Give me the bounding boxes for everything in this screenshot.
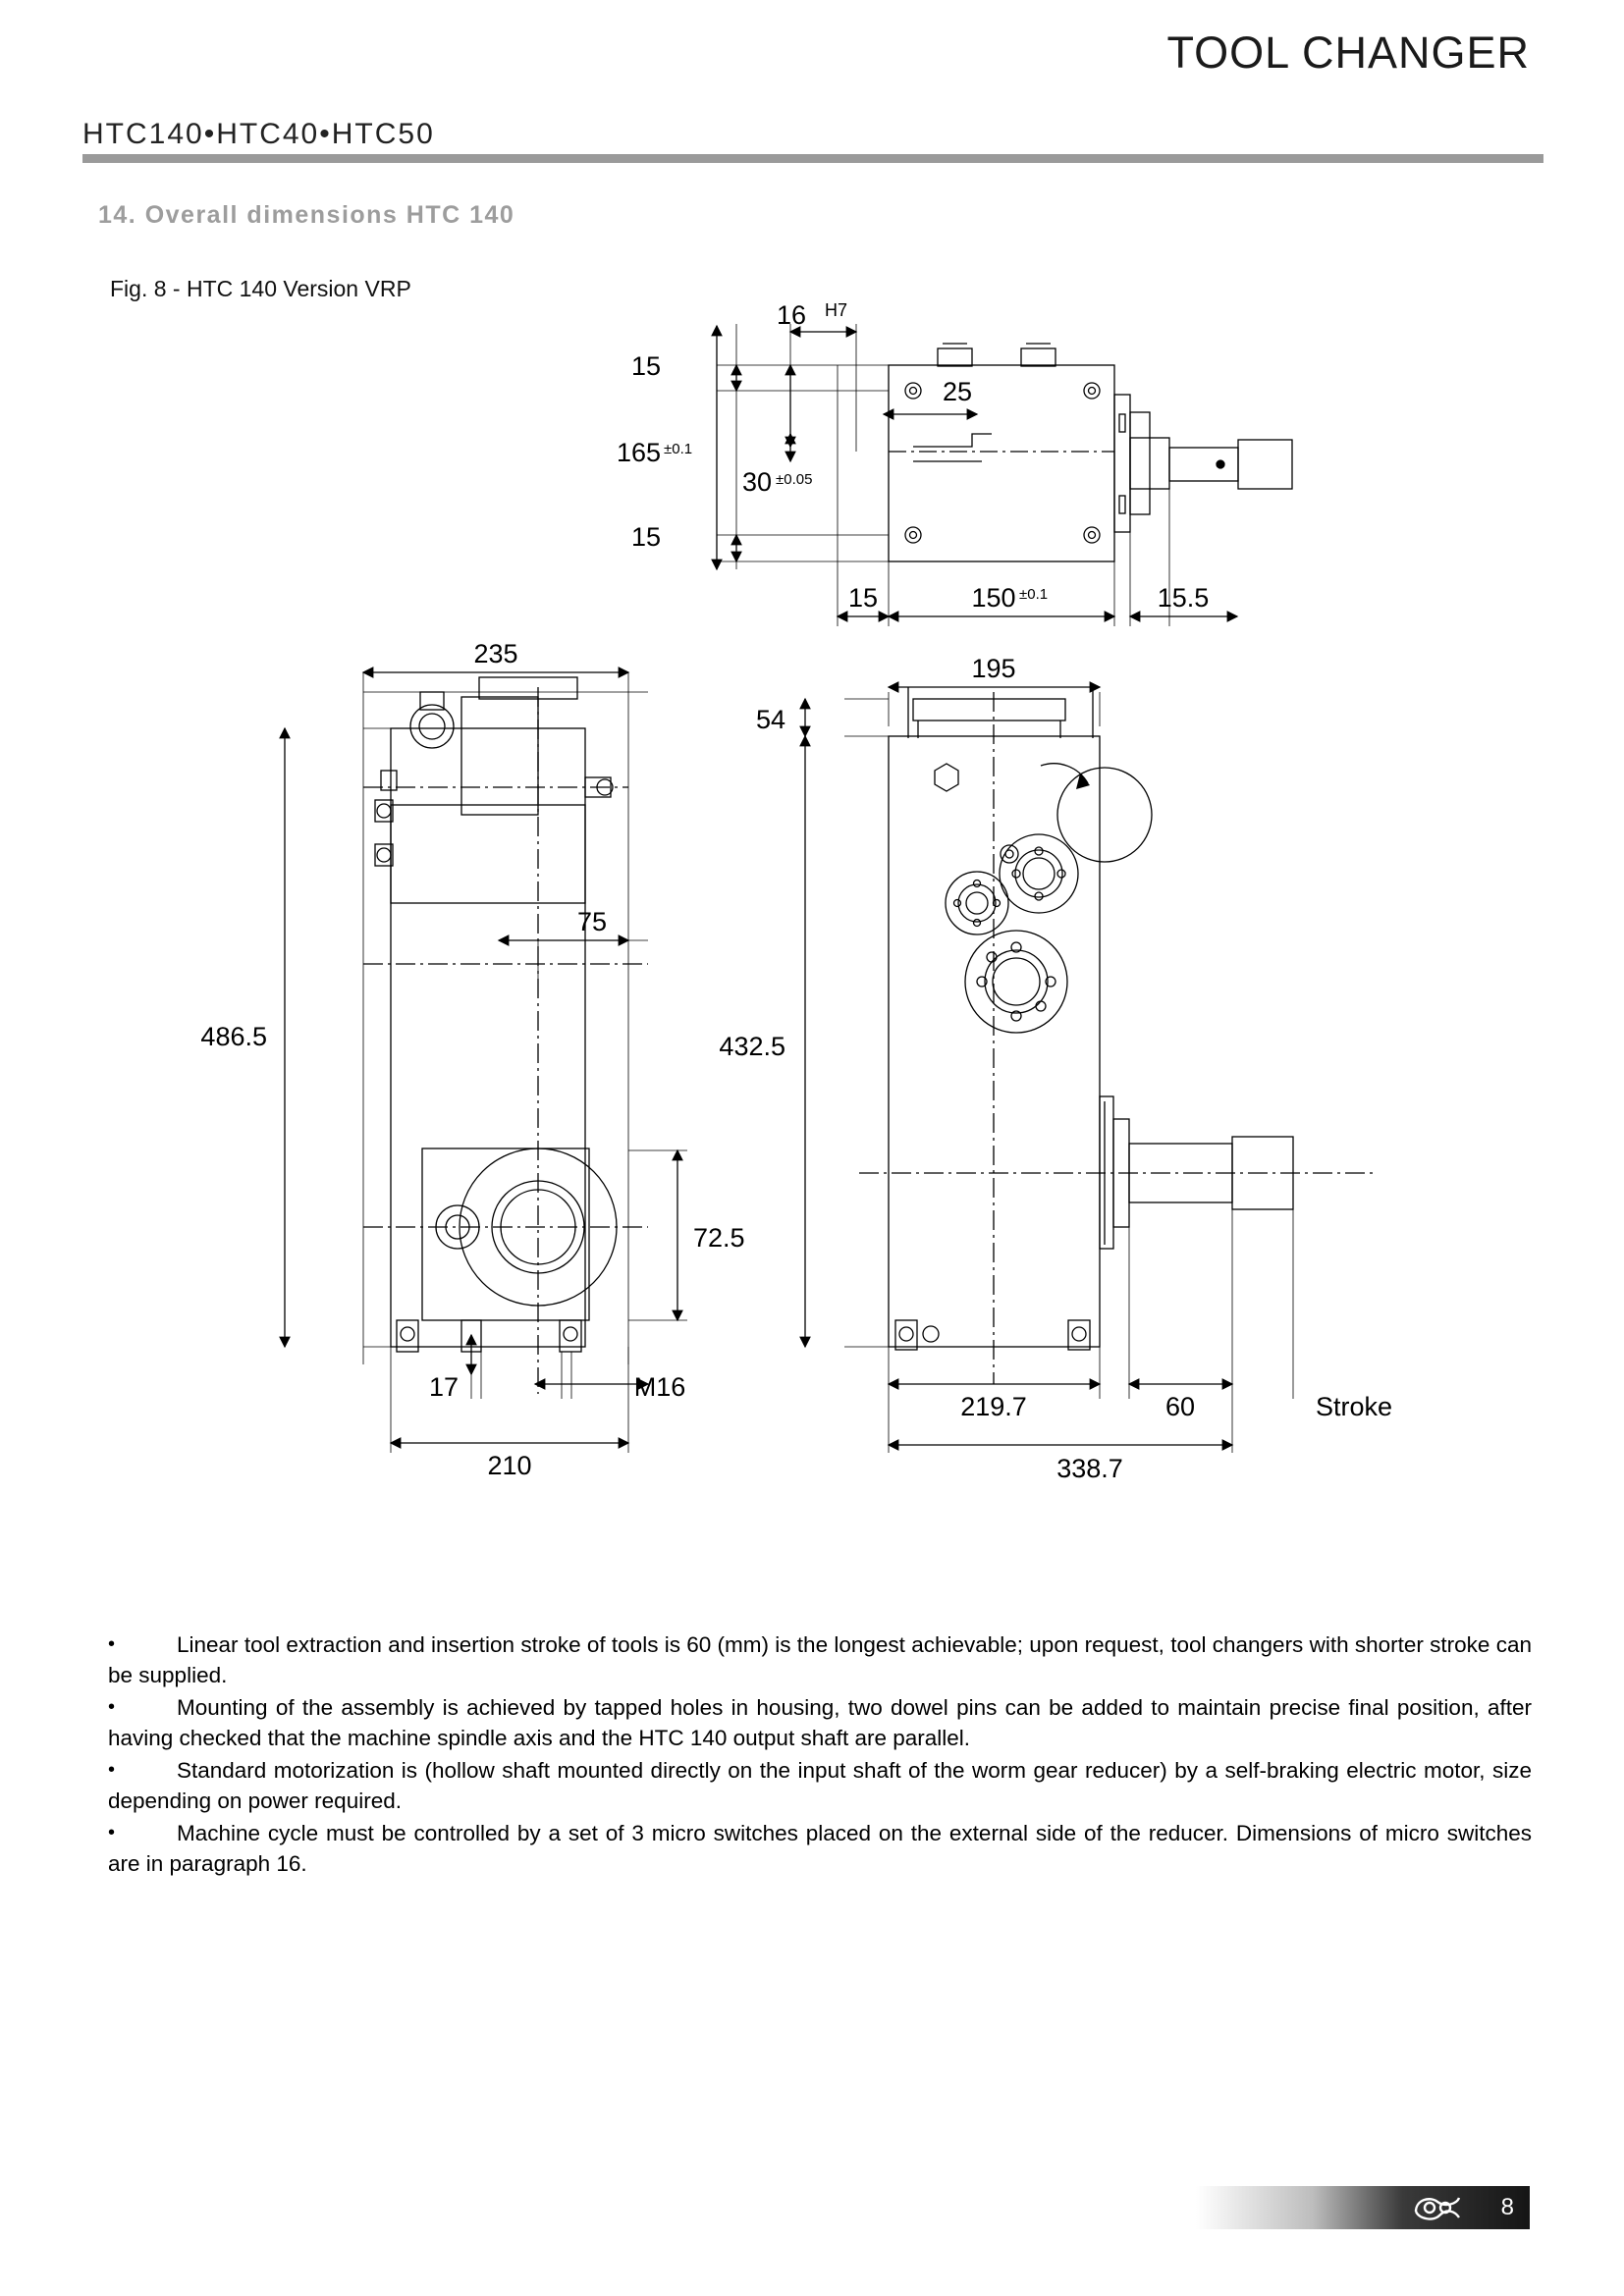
label-stroke: Stroke [1316, 1392, 1393, 1421]
dim-15-left-bottom: 15 [847, 583, 879, 613]
dim-16: 16 [776, 300, 807, 330]
company-logo-icon [1408, 2190, 1467, 2225]
dim-60: 60 [1164, 1392, 1196, 1421]
dim-m16: M16 [633, 1372, 686, 1402]
footer-bar [1196, 2186, 1530, 2229]
dim-165-tolerance: ±0.1 [664, 441, 693, 457]
bullet-icon: • [108, 1633, 116, 1655]
page-title: TOOL CHANGER [1166, 27, 1530, 78]
dim-150: 150 [971, 583, 1016, 613]
note-text: Mounting of the assembly is achieved by tapped holes in housing, two dowel pins can be added to maintain precise final position, after having checked that the machine spindle axis and the HTC 140 output shaft are parallel. [108, 1695, 1532, 1750]
dim-15-5: 15.5 [1157, 583, 1210, 613]
dim-17: 17 [428, 1372, 460, 1402]
dim-25: 25 [942, 377, 973, 406]
note-item [108, 1818, 1532, 1879]
note-item [108, 1629, 1532, 1690]
dim-432-5: 432.5 [719, 1032, 785, 1061]
dim-210: 210 [487, 1451, 532, 1480]
dim-54: 54 [755, 705, 785, 734]
technical-drawing [0, 300, 1624, 1629]
dim-75: 75 [576, 907, 608, 936]
dim-15-bottom: 15 [630, 522, 661, 552]
dim-338-7: 338.7 [1056, 1454, 1123, 1483]
page-number: 8 [1500, 2194, 1514, 2220]
dim-72-5: 72.5 [693, 1223, 745, 1253]
dim-15-top: 15 [630, 351, 661, 381]
dim-30-tolerance: ±0.05 [776, 471, 813, 488]
bullet-icon: • [108, 1759, 116, 1781]
notes-list [108, 1629, 1532, 1881]
note-text: Standard motorization is (hollow shaft mounted directly on the input shaft of the worm gear reducer) by a self-braking electric motor, size depending on power required. [108, 1758, 1532, 1813]
dim-219-7: 219.7 [960, 1392, 1027, 1421]
dim-165: 165 [616, 438, 661, 467]
dim-150-tolerance: ±0.1 [1019, 586, 1049, 603]
dim-486-5: 486.5 [200, 1022, 267, 1051]
dim-235: 235 [473, 639, 518, 668]
note-item [108, 1755, 1532, 1816]
bullet-icon: • [108, 1822, 116, 1843]
note-text: Machine cycle must be controlled by a set of 3 micro switches placed on the external side of the reducer. Dimensions of micro switches are in paragraph 16. [108, 1821, 1532, 1876]
section-heading: 14. Overall dimensions HTC 140 [98, 201, 515, 229]
bullet-icon: • [108, 1696, 116, 1718]
dim-30: 30 [741, 467, 772, 497]
model-subtitle: HTC140•HTC40•HTC50 [82, 118, 435, 150]
dim-195: 195 [971, 654, 1016, 683]
figure-caption: Fig. 8 - HTC 140 Version VRP [110, 276, 411, 301]
header-divider [82, 154, 1543, 163]
note-item [108, 1692, 1532, 1753]
dim-16-tolerance: H7 [825, 300, 848, 320]
drawing-canvas [0, 300, 1624, 1629]
note-text: Linear tool extraction and insertion stroke of tools is 60 (mm) is the longest achievable; upon request, tool changers with shorter stroke can be supplied. [108, 1632, 1532, 1687]
